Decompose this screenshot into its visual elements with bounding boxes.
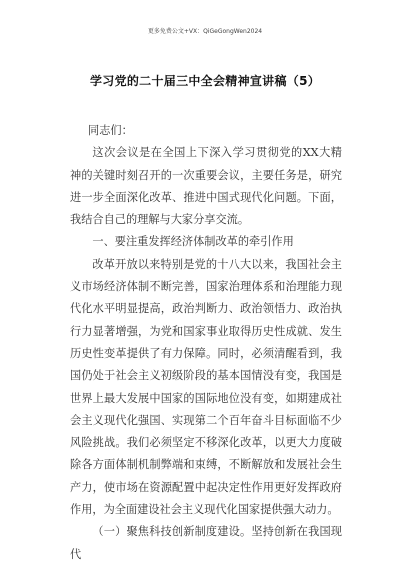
salutation: 同志们： bbox=[88, 124, 133, 137]
document-title: 学习党的二十届三中全会精神宣讲稿（5） bbox=[89, 74, 321, 88]
paragraph-reform: 改革开放以来特别是党的十八大以来，我国社会主义市场经济体制不断完善，国家治理体系和治理能力现代化水平明显提高，政治判断力、政治领悟力、政治执行力显著增强，为党和国家事业取得历史性成就、发生历史性变革提供了有力保障。同时，必须清醒看到，我国仍处于社会主义初级阶段的基本国情没有变，我国是世界上最大发展中国家的国际地位没有变，如期建成社会主义现代化强国、实现第二个百年奋斗目标面临不少风险挑战。我们必须坚定不移深化改革，以更大力度破除各方面体制机制弊端和束缚，不断解放和发展社会生产力，使市场在资源配置中起决定性作用更好发挥政府作用，为全面建设社会主义现代化国家提供强大动力。 bbox=[70, 257, 342, 517]
page-header: 更多免费公文+VX：QiGeGongWen2024 bbox=[147, 28, 263, 35]
subsection-heading: （一）聚焦科技创新制度建设。坚持创新在我国现代 bbox=[70, 525, 342, 561]
paragraph-intro: 这次会议是在全国上下深入学习贯彻党的XX大精神的关键时刻召开的一次重要会议，主要任务是，研究进一步全面深化改革、推进中国式现代化问题。下面，我结合自己的理解与大家分享交流。 bbox=[70, 146, 342, 227]
document-body bbox=[70, 120, 342, 566]
section-heading: 一、要注重发挥经济体制改革的牵引作用 bbox=[92, 235, 294, 249]
